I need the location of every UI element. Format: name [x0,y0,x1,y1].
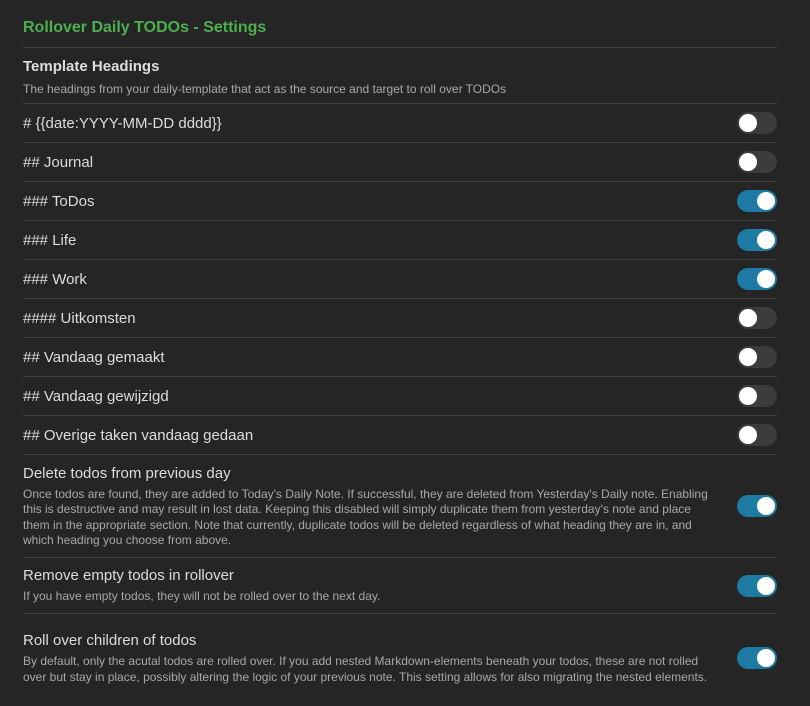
heading-toggle[interactable] [737,268,777,290]
heading-row [23,260,777,299]
toggle-knob [757,649,775,667]
setting-text [23,566,737,605]
heading-row [23,338,777,377]
toggle-knob [739,426,757,444]
toggle-knob [757,192,775,210]
template-headings-section [23,48,777,104]
heading-label: ## Overige taken vandaag gedaan [23,426,254,444]
heading-row [23,221,777,260]
heading-label: ## Vandaag gemaakt [23,348,165,366]
setting-label: Delete todos from previous day [23,464,231,482]
remove-empty-toggle[interactable] [737,575,777,597]
heading-label: ### ToDos [23,192,95,210]
setting-label: Remove empty todos in rollover [23,567,234,585]
delete-todos-setting [23,455,777,558]
toggle-knob [739,153,757,171]
heading-toggle[interactable] [737,151,777,173]
setting-text [23,464,737,549]
toggle-knob [757,270,775,288]
delete-todos-toggle[interactable] [737,495,777,517]
heading-label: #### Uitkomsten [23,309,136,327]
remove-empty-setting [23,558,777,614]
heading-label: # {{date:YYYY-MM-DD dddd}} [23,114,222,132]
toggle-knob [739,348,757,366]
heading-row [23,104,777,143]
heading-row [23,143,777,182]
heading-toggle[interactable] [737,346,777,368]
heading-toggle[interactable] [737,424,777,446]
setting-description: If you have empty todos, they will not be rolled over to the next day. [23,589,381,604]
setting-description: Once todos are found, they are added to Today's Daily Note. If successful, they are deleted from Yesterday's Daily note. Enabling this is destructive and may result in lost data. Keeping this disabled will simply duplicate them from yesterday's note and place them in the appropriate section. Note that currently, duplicate todos will be deleted regardless of what heading they are in, and which heading you choose from above. [23,486,708,547]
heading-row [23,299,777,338]
heading-label: ## Journal [23,153,94,171]
toggle-knob [739,309,757,327]
roll-children-setting [23,614,777,702]
toggle-knob [757,497,775,515]
roll-children-toggle[interactable] [737,647,777,669]
heading-toggle[interactable] [737,385,777,407]
toggle-knob [739,114,757,132]
heading-toggle[interactable] [737,112,777,134]
setting-label: Roll over children of todos [23,632,197,649]
heading-label: ## Vandaag gewijzigd [23,387,169,405]
heading-row [23,377,777,416]
setting-text [23,631,737,685]
section-title: Template Headings [23,58,160,75]
heading-label: ### Life [23,231,77,249]
heading-row [23,182,777,221]
section-description: The headings from your daily-template that act as the source and target to roll over TODOs [23,82,507,96]
page-title: Rollover Daily TODOs - Settings [23,0,777,48]
toggle-knob [757,231,775,249]
setting-description: By default, only the acutal todos are rolled over. If you add nested Markdown-elements beneath your todos, these are not rolled over but stay in place, possibly altering the logic of your previous note. This setting allows for also migrating the nested elements. [23,654,708,684]
heading-toggle[interactable] [737,190,777,212]
toggle-knob [739,387,757,405]
heading-toggle[interactable] [737,307,777,329]
heading-label: ### Work [23,270,87,288]
toggle-knob [757,577,775,595]
heading-toggle[interactable] [737,229,777,251]
heading-row [23,416,777,455]
